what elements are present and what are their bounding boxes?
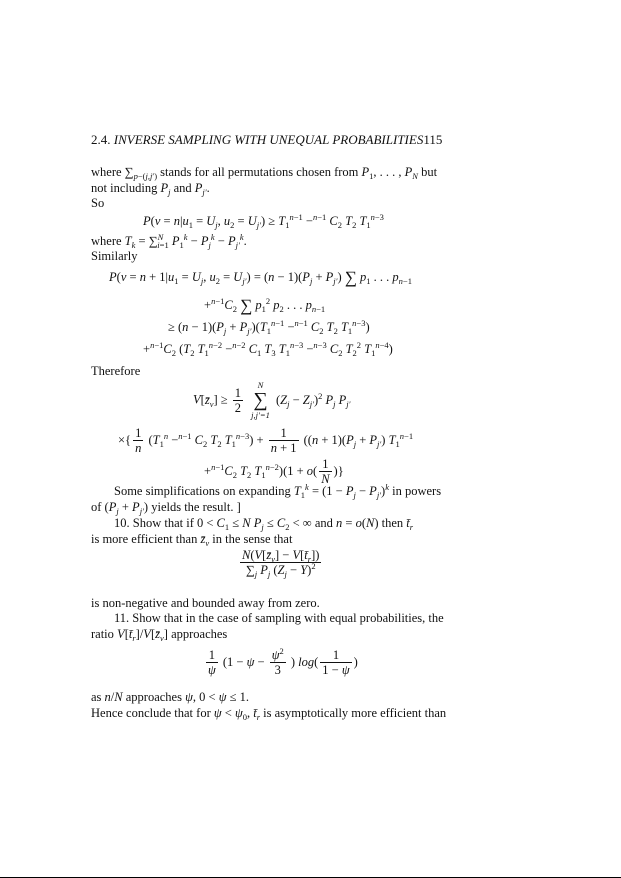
display-equation: ×{ $\frac{1}{n}$ ($T_1^n -^{n-1}$ $C_2$ $T_2$ $T_1^{n-3}$) + $\frac{1}{n + 1}$ ($(n + 1)(P_j + P_{j'})$ $T_1^{n-1}$ — [118, 426, 414, 455]
math-inline: $T_1^k = (1 - P_j - P_{j'})^k$ — [293, 482, 389, 500]
exercise-10: 10. Show that if $0 < C_1 \le N$ $P_j \le C_2$ < ∞ and n = o(N) then $t̄_r$ — [114, 516, 414, 532]
math-inline: $(P_j + P_{j'})$ — [104, 500, 149, 516]
page-number: 115 — [423, 132, 443, 147]
math-inline: $P_{j'}$. — [194, 181, 210, 197]
display-equation: $+^{n-1}C_2$ ($T_2$ $T_1^{n-2} -^{n-2}$ $C_1$ $T_3$ $T_1^{n-3} -^{n-3}$ $C_2$ $T_2^2$ $T_1^{n-4}$) — [143, 340, 393, 358]
exercise-11: 11. Show that in the case of sampling with equal probabilities, the — [114, 611, 444, 625]
display-equation: $V[z̄_\nu]$ ≥ $\frac{1}{2}$ N ∑ j,j′=1 $(Z_j - Z_{j'})^2$ $P_j$ $P_{j'}$ — [193, 380, 351, 420]
display-equation: $P(\nu = n + 1|u_1 = U_j$, $u_2 = U_{j'}) = (n - 1)(P_j + P_{j'})$ ∑ $p_1$ . . . $p_{n-1}$ — [109, 268, 412, 287]
display-equation: $P(\nu = n|u_1 = U_j$, $u_2 = U_{j'}) \ge T_1^{n-1} -^{n-1}$ $C_2$ $T_2$ $T_1^{n-3}$ — [143, 212, 384, 230]
running-head — [91, 132, 442, 147]
paragraph-line: is non-negative and bounded away from zero. — [91, 596, 320, 610]
paragraph-line: where $T_k = \sum^N_{i=1}$ $P_1^k - P_j^k - P_{j'}^k$. — [91, 232, 247, 250]
math-inline: $\psi < \psi_0$, $t̄_r$ — [213, 706, 260, 722]
paragraph-line: ratio $V[t̄_r]/V[z̄_\nu]$ approaches — [91, 627, 228, 643]
math-inline: $\sum_{p-(j,j')}$ — [124, 165, 158, 181]
chapter-title: INVERSE SAMPLING WITH UNEQUAL PROBABILITIES — [113, 132, 424, 147]
display-equation: $\frac{N(V[z̄_\nu] - V[t̄_r])}{\sum_j P_j (Z_j - Y)^2}$ — [242, 548, 320, 579]
paragraph-line: Similarly — [91, 249, 138, 263]
math-inline: $0 < C_1 \le N$ $P_j \le C_2$ < ∞ — [196, 516, 312, 532]
paragraph-line: where $\sum_{p-(j,j')}$ stands for all permutations chosen from $P_1$, . . . , $P_N$ but — [91, 165, 438, 181]
display-equation: $+^{n-1}C_2$ $T_2$ $T_1^{n-2})(1 + o$( $\frac{1}{N}$ )} — [204, 457, 344, 486]
math-inline: $V[t̄_r]/V[z̄_\nu]$ — [117, 627, 168, 643]
display-equation: $\frac{1}{\psi}$ (1 − ψ − $\frac{\psi^2}{3}$ ) log( $\frac{1}{1 - \psi}$ ) — [208, 646, 358, 677]
display-equation: $+^{n-1}C_2$ ∑ $p_1^2$ $p_2$ . . . $p_{n-1}$ — [204, 296, 326, 315]
math-inline: n/N — [104, 690, 123, 704]
math-inline: $T_k = \sum^N_{i=1}$ $P_1^k - P_j^k - P_{j'}^k$. — [124, 232, 247, 250]
paragraph-line: Some simplifications on expanding $T_1^k = (1 - P_j - P_{j'})^k$ in powers — [114, 482, 442, 500]
paragraph-line: of $(P_j + P_{j'})$ yields the result. ] — [91, 500, 241, 516]
paragraph-line: Hence conclude that for $\psi < \psi_0$, $t̄_r$ is asymptotically more efficient than — [91, 706, 447, 722]
paragraph-line: as n/N approaches ψ, 0 < ψ ≤ 1. — [91, 690, 249, 704]
math-inline: ψ, 0 < ψ ≤ 1. — [185, 690, 249, 704]
math-inline: $t̄_r$ — [406, 516, 414, 532]
paragraph-line: not including $P_j$ and $P_{j'}$. — [91, 181, 210, 197]
math-inline: n = o(N) — [336, 516, 379, 530]
math-inline: $z̄_\nu$ — [200, 532, 210, 548]
paragraph-line: So — [91, 196, 105, 210]
math-inline: $P_j$ — [160, 181, 171, 197]
math-inline: $P_1$, . . . , $P_N$ — [361, 165, 418, 181]
section-number: 2.4. — [91, 132, 111, 147]
display-equation: ≥ $(n - 1)(P_j + P_{j'})(T_1^{n-1} -^{n-1}$ $C_2$ $T_2$ $T_1^{n-3}$) — [168, 318, 370, 336]
paragraph-line: Therefore — [91, 364, 141, 378]
paragraph-line: is more efficient than $z̄_\nu$ in the sense that — [91, 532, 293, 548]
